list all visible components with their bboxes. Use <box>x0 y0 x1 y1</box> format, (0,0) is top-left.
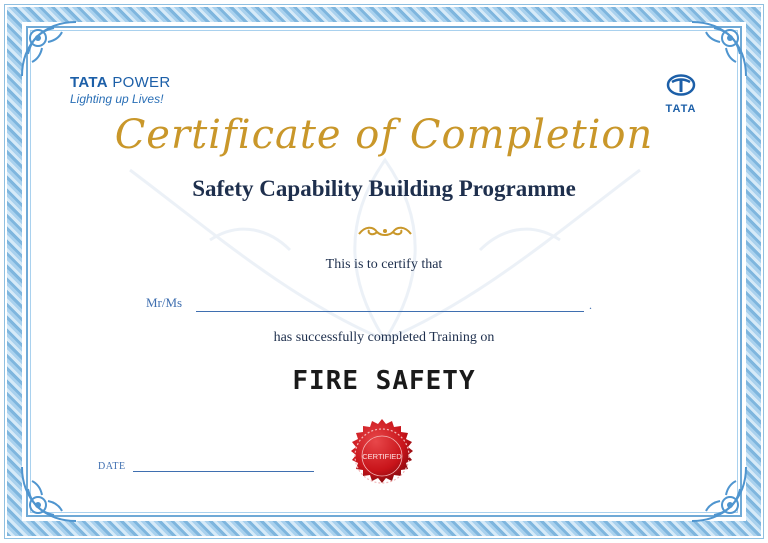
corner-ornament-icon <box>14 459 84 529</box>
tata-mark-text: TATA <box>665 103 697 115</box>
flourish-ornament-icon <box>355 222 415 242</box>
seal-text: CERTIFIED <box>362 452 402 461</box>
name-field[interactable] <box>196 311 584 312</box>
brand-name: TATA POWER <box>70 74 171 91</box>
course-name: FIRE SAFETY <box>292 366 476 396</box>
brand-tagline: Lighting up Lives! <box>70 92 164 106</box>
tata-mark <box>654 74 708 115</box>
certificate-title: Certificate of Completion <box>114 112 654 158</box>
tata-power-logo <box>70 74 171 106</box>
certified-seal <box>343 417 421 495</box>
name-end-mark: . <box>589 298 592 312</box>
certify-text: This is to certify that <box>325 257 443 272</box>
completed-text: has successfully completed Training on <box>273 330 495 345</box>
date-label: DATE <box>98 461 126 472</box>
name-label: Mr/Ms <box>146 295 183 310</box>
tata-logo-icon <box>666 74 696 96</box>
corner-ornament-icon <box>684 459 754 529</box>
date-field[interactable] <box>133 471 314 472</box>
programme-name: Safety Capability Building Programme <box>192 176 576 201</box>
